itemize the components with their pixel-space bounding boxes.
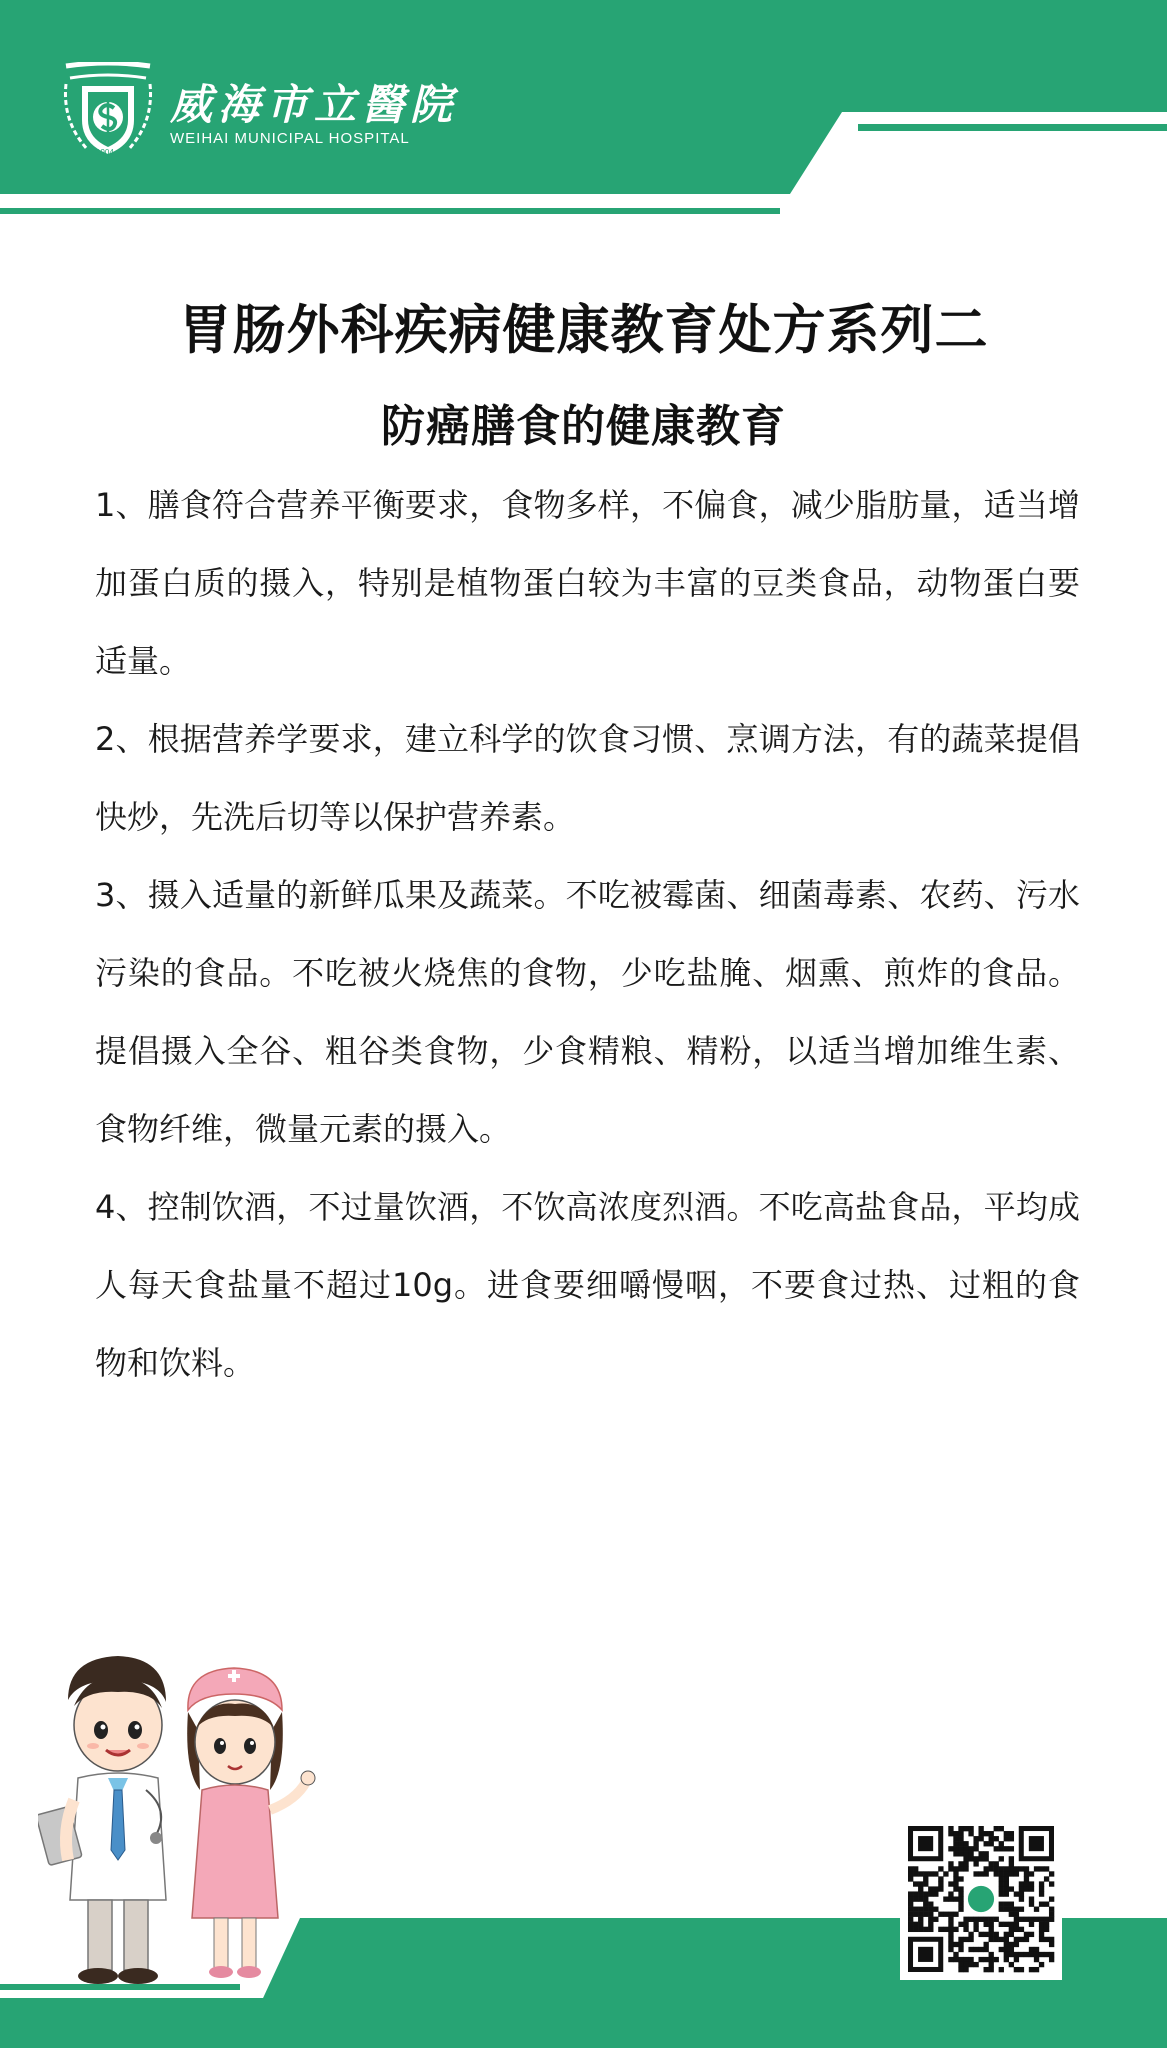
logo-year: 1904: [96, 148, 114, 157]
hospital-name-cn: 威海市立醫院: [170, 80, 459, 129]
hospital-name-en: WEIHAI MUNICIPAL HOSPITAL: [170, 130, 410, 147]
doctor-figure: [38, 1656, 166, 1984]
header-divider: [0, 208, 780, 214]
doctor-nurse-illustration: [38, 1650, 328, 2000]
qr-code-icon: [900, 1818, 1062, 1980]
qr-code-graphic: [900, 1818, 1062, 1980]
paragraph-1: 1、膳食符合营养平衡要求，食物多样，不偏食，减少脂肪量，适当增加蛋白质的摄入，特别是植物蛋白较为丰富的豆类食品，动物蛋白要适量。: [95, 486, 1080, 680]
paragraph-4: 4、控制饮酒，不过量饮酒，不饮高浓度烈酒。不吃高盐食品，平均成人每天食盐量不超过10g。进食要细嚼慢咽，不要食过热、过粗的食物和饮料。: [95, 1188, 1080, 1382]
page-subtitle: 防癌膳食的健康教育: [381, 401, 786, 452]
hospital-logo-icon: [58, 62, 158, 162]
paragraph-3: 3、摄入适量的新鲜瓜果及蔬菜。不吃被霉菌、细菌毒素、农药、污水污染的食品。不吃被火烧焦的食物，少吃盐腌、烟熏、煎炸的食品。提倡摄入全谷、粗谷类食物，少食精粮、精粉，以适当增加维生素、食物纤维，微量元素的摄入。: [95, 876, 1080, 1148]
paragraph-2: 2、根据营养学要求，建立科学的饮食习惯、烹调方法，有的蔬菜提倡快炒，先洗后切等以保护营养素。: [95, 720, 1080, 836]
header-right-line: [858, 126, 1167, 131]
body-text: [95, 466, 1080, 1402]
nurse-figure: [187, 1668, 315, 1978]
page-title: 胃肠外科疾病健康教育处方系列二: [178, 300, 989, 361]
